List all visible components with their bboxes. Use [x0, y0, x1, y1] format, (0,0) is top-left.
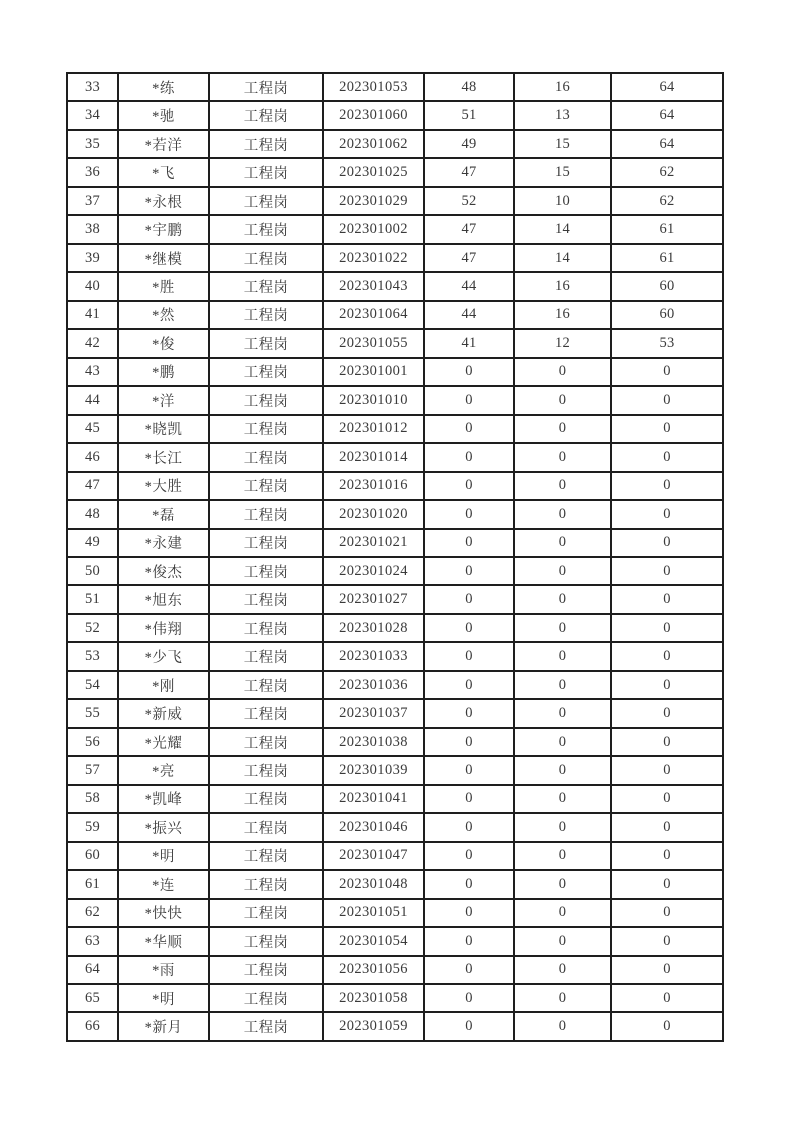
name-cell: *光耀: [118, 728, 209, 756]
score-1-cell: 0: [424, 984, 514, 1012]
score-1-cell: 0: [424, 927, 514, 955]
position-cell: 工程岗: [209, 386, 323, 414]
total-score-cell: 0: [611, 956, 723, 984]
exam-id-cell: 202301062: [323, 130, 424, 158]
table-row: [67, 927, 723, 955]
exam-id-cell: 202301016: [323, 472, 424, 500]
name-cell: *永根: [118, 187, 209, 215]
name-cell: *旭东: [118, 585, 209, 613]
row-number-cell: 42: [67, 329, 118, 357]
score-2-cell: 0: [514, 1012, 611, 1041]
total-score-cell: 61: [611, 215, 723, 243]
position-cell: 工程岗: [209, 272, 323, 300]
row-number-cell: 40: [67, 272, 118, 300]
position-cell: 工程岗: [209, 158, 323, 186]
score-1-cell: 44: [424, 272, 514, 300]
position-cell: 工程岗: [209, 842, 323, 870]
row-number-cell: 50: [67, 557, 118, 585]
exam-id-cell: 202301010: [323, 386, 424, 414]
name-cell: *晓凯: [118, 415, 209, 443]
name-cell: *快快: [118, 899, 209, 927]
total-score-cell: 0: [611, 443, 723, 471]
row-number-cell: 66: [67, 1012, 118, 1041]
score-2-cell: 0: [514, 927, 611, 955]
score-1-cell: 0: [424, 415, 514, 443]
exam-id-cell: 202301022: [323, 244, 424, 272]
exam-id-cell: 202301054: [323, 927, 424, 955]
row-number-cell: 64: [67, 956, 118, 984]
position-cell: 工程岗: [209, 614, 323, 642]
score-2-cell: 0: [514, 443, 611, 471]
score-2-cell: 0: [514, 386, 611, 414]
table-row: [67, 301, 723, 329]
position-cell: 工程岗: [209, 358, 323, 386]
row-number-cell: 61: [67, 870, 118, 898]
score-2-cell: 0: [514, 956, 611, 984]
score-1-cell: 0: [424, 899, 514, 927]
table-row: [67, 614, 723, 642]
table-row: [67, 642, 723, 670]
exam-id-cell: 202301028: [323, 614, 424, 642]
position-cell: 工程岗: [209, 500, 323, 528]
total-score-cell: 0: [611, 842, 723, 870]
score-1-cell: 47: [424, 215, 514, 243]
score-2-cell: 0: [514, 728, 611, 756]
exam-id-cell: 202301060: [323, 101, 424, 129]
total-score-cell: 60: [611, 272, 723, 300]
exam-id-cell: 202301002: [323, 215, 424, 243]
table-row: [67, 984, 723, 1012]
position-cell: 工程岗: [209, 443, 323, 471]
exam-id-cell: 202301024: [323, 557, 424, 585]
score-1-cell: 0: [424, 842, 514, 870]
total-score-cell: 0: [611, 899, 723, 927]
score-2-cell: 0: [514, 785, 611, 813]
score-1-cell: 0: [424, 614, 514, 642]
table-row: [67, 585, 723, 613]
exam-id-cell: 202301058: [323, 984, 424, 1012]
score-2-cell: 16: [514, 301, 611, 329]
position-cell: 工程岗: [209, 187, 323, 215]
table-row: [67, 443, 723, 471]
position-cell: 工程岗: [209, 1012, 323, 1041]
exam-id-cell: 202301021: [323, 529, 424, 557]
total-score-cell: 0: [611, 756, 723, 784]
name-cell: *刚: [118, 671, 209, 699]
exam-id-cell: 202301012: [323, 415, 424, 443]
score-1-cell: 0: [424, 728, 514, 756]
name-cell: *明: [118, 842, 209, 870]
position-cell: 工程岗: [209, 585, 323, 613]
table-row: [67, 785, 723, 813]
score-2-cell: 13: [514, 101, 611, 129]
table-row: [67, 130, 723, 158]
position-cell: 工程岗: [209, 529, 323, 557]
row-number-cell: 37: [67, 187, 118, 215]
row-number-cell: 55: [67, 699, 118, 727]
position-cell: 工程岗: [209, 756, 323, 784]
exam-id-cell: 202301029: [323, 187, 424, 215]
score-1-cell: 52: [424, 187, 514, 215]
position-cell: 工程岗: [209, 215, 323, 243]
table-row: [67, 386, 723, 414]
table-row: [67, 415, 723, 443]
score-2-cell: 0: [514, 642, 611, 670]
position-cell: 工程岗: [209, 244, 323, 272]
score-1-cell: 0: [424, 386, 514, 414]
row-number-cell: 43: [67, 358, 118, 386]
score-2-cell: 0: [514, 557, 611, 585]
total-score-cell: 0: [611, 671, 723, 699]
exam-id-cell: 202301036: [323, 671, 424, 699]
total-score-cell: 0: [611, 557, 723, 585]
position-cell: 工程岗: [209, 699, 323, 727]
score-2-cell: 0: [514, 358, 611, 386]
exam-id-cell: 202301020: [323, 500, 424, 528]
score-2-cell: 0: [514, 585, 611, 613]
total-score-cell: 0: [611, 614, 723, 642]
table-row: [67, 756, 723, 784]
score-1-cell: 0: [424, 642, 514, 670]
score-1-cell: 0: [424, 1012, 514, 1041]
score-1-cell: 41: [424, 329, 514, 357]
name-cell: *驰: [118, 101, 209, 129]
position-cell: 工程岗: [209, 130, 323, 158]
exam-id-cell: 202301064: [323, 301, 424, 329]
table-row: [67, 842, 723, 870]
position-cell: 工程岗: [209, 101, 323, 129]
row-number-cell: 46: [67, 443, 118, 471]
exam-id-cell: 202301037: [323, 699, 424, 727]
position-cell: 工程岗: [209, 813, 323, 841]
score-2-cell: 0: [514, 813, 611, 841]
row-number-cell: 65: [67, 984, 118, 1012]
table-row: [67, 158, 723, 186]
score-1-cell: 49: [424, 130, 514, 158]
name-cell: *新威: [118, 699, 209, 727]
total-score-cell: 0: [611, 785, 723, 813]
name-cell: *然: [118, 301, 209, 329]
score-1-cell: 0: [424, 813, 514, 841]
position-cell: 工程岗: [209, 301, 323, 329]
position-cell: 工程岗: [209, 927, 323, 955]
name-cell: *洋: [118, 386, 209, 414]
score-2-cell: 0: [514, 472, 611, 500]
row-number-cell: 56: [67, 728, 118, 756]
total-score-cell: 0: [611, 699, 723, 727]
score-2-cell: 14: [514, 244, 611, 272]
position-cell: 工程岗: [209, 671, 323, 699]
position-cell: 工程岗: [209, 642, 323, 670]
name-cell: *连: [118, 870, 209, 898]
score-1-cell: 51: [424, 101, 514, 129]
total-score-cell: 0: [611, 870, 723, 898]
score-1-cell: 0: [424, 699, 514, 727]
row-number-cell: 51: [67, 585, 118, 613]
row-number-cell: 44: [67, 386, 118, 414]
score-2-cell: 0: [514, 671, 611, 699]
table-row: [67, 813, 723, 841]
row-number-cell: 45: [67, 415, 118, 443]
exam-id-cell: 202301038: [323, 728, 424, 756]
name-cell: *大胜: [118, 472, 209, 500]
score-1-cell: 47: [424, 244, 514, 272]
total-score-cell: 0: [611, 927, 723, 955]
table-row: [67, 699, 723, 727]
name-cell: *鹏: [118, 358, 209, 386]
total-score-cell: 61: [611, 244, 723, 272]
total-score-cell: 53: [611, 329, 723, 357]
score-1-cell: 0: [424, 443, 514, 471]
total-score-cell: 0: [611, 984, 723, 1012]
score-2-cell: 0: [514, 899, 611, 927]
score-table: [66, 72, 724, 1042]
table-row: [67, 101, 723, 129]
position-cell: 工程岗: [209, 557, 323, 585]
table-row: [67, 557, 723, 585]
name-cell: *凯峰: [118, 785, 209, 813]
score-2-cell: 16: [514, 272, 611, 300]
name-cell: *振兴: [118, 813, 209, 841]
position-cell: 工程岗: [209, 472, 323, 500]
score-2-cell: 15: [514, 130, 611, 158]
score-1-cell: 0: [424, 472, 514, 500]
table-row: [67, 728, 723, 756]
score-2-cell: 0: [514, 614, 611, 642]
exam-id-cell: 202301039: [323, 756, 424, 784]
name-cell: *俊: [118, 329, 209, 357]
row-number-cell: 57: [67, 756, 118, 784]
row-number-cell: 62: [67, 899, 118, 927]
score-1-cell: 0: [424, 956, 514, 984]
total-score-cell: 0: [611, 642, 723, 670]
exam-id-cell: 202301033: [323, 642, 424, 670]
row-number-cell: 39: [67, 244, 118, 272]
name-cell: *磊: [118, 500, 209, 528]
total-score-cell: 0: [611, 1012, 723, 1041]
score-1-cell: 0: [424, 557, 514, 585]
position-cell: 工程岗: [209, 956, 323, 984]
name-cell: *新月: [118, 1012, 209, 1041]
table-row: [67, 358, 723, 386]
total-score-cell: 64: [611, 101, 723, 129]
table-row: [67, 1012, 723, 1041]
score-2-cell: 0: [514, 699, 611, 727]
name-cell: *胜: [118, 272, 209, 300]
score-table-body: [67, 73, 723, 1041]
total-score-cell: 0: [611, 728, 723, 756]
score-2-cell: 12: [514, 329, 611, 357]
name-cell: *永建: [118, 529, 209, 557]
score-1-cell: 0: [424, 529, 514, 557]
score-1-cell: 0: [424, 500, 514, 528]
total-score-cell: 0: [611, 529, 723, 557]
row-number-cell: 41: [67, 301, 118, 329]
row-number-cell: 59: [67, 813, 118, 841]
total-score-cell: 0: [611, 472, 723, 500]
table-row: [67, 244, 723, 272]
row-number-cell: 53: [67, 642, 118, 670]
total-score-cell: 64: [611, 130, 723, 158]
position-cell: 工程岗: [209, 73, 323, 101]
exam-id-cell: 202301027: [323, 585, 424, 613]
name-cell: *长江: [118, 443, 209, 471]
position-cell: 工程岗: [209, 899, 323, 927]
name-cell: *华顺: [118, 927, 209, 955]
exam-id-cell: 202301048: [323, 870, 424, 898]
name-cell: *宇鹏: [118, 215, 209, 243]
table-row: [67, 73, 723, 101]
table-row: [67, 472, 723, 500]
position-cell: 工程岗: [209, 329, 323, 357]
table-row: [67, 899, 723, 927]
table-row: [67, 272, 723, 300]
score-1-cell: 0: [424, 671, 514, 699]
score-2-cell: 0: [514, 500, 611, 528]
row-number-cell: 58: [67, 785, 118, 813]
total-score-cell: 0: [611, 358, 723, 386]
name-cell: *亮: [118, 756, 209, 784]
position-cell: 工程岗: [209, 785, 323, 813]
table-row: [67, 529, 723, 557]
score-1-cell: 0: [424, 756, 514, 784]
name-cell: *少飞: [118, 642, 209, 670]
name-cell: *明: [118, 984, 209, 1012]
total-score-cell: 0: [611, 415, 723, 443]
position-cell: 工程岗: [209, 870, 323, 898]
score-2-cell: 16: [514, 73, 611, 101]
row-number-cell: 54: [67, 671, 118, 699]
row-number-cell: 63: [67, 927, 118, 955]
score-2-cell: 0: [514, 984, 611, 1012]
score-1-cell: 48: [424, 73, 514, 101]
total-score-cell: 0: [611, 813, 723, 841]
score-2-cell: 0: [514, 529, 611, 557]
total-score-cell: 0: [611, 585, 723, 613]
exam-id-cell: 202301059: [323, 1012, 424, 1041]
exam-id-cell: 202301001: [323, 358, 424, 386]
table-row: [67, 671, 723, 699]
table-row: [67, 215, 723, 243]
score-1-cell: 0: [424, 785, 514, 813]
row-number-cell: 33: [67, 73, 118, 101]
exam-id-cell: 202301014: [323, 443, 424, 471]
name-cell: *继模: [118, 244, 209, 272]
exam-id-cell: 202301025: [323, 158, 424, 186]
score-2-cell: 15: [514, 158, 611, 186]
name-cell: *飞: [118, 158, 209, 186]
exam-id-cell: 202301055: [323, 329, 424, 357]
total-score-cell: 64: [611, 73, 723, 101]
position-cell: 工程岗: [209, 984, 323, 1012]
position-cell: 工程岗: [209, 415, 323, 443]
name-cell: *若洋: [118, 130, 209, 158]
table-row: [67, 329, 723, 357]
exam-id-cell: 202301047: [323, 842, 424, 870]
exam-id-cell: 202301046: [323, 813, 424, 841]
score-2-cell: 0: [514, 415, 611, 443]
score-1-cell: 0: [424, 585, 514, 613]
score-1-cell: 0: [424, 870, 514, 898]
exam-id-cell: 202301056: [323, 956, 424, 984]
table-row: [67, 956, 723, 984]
row-number-cell: 48: [67, 500, 118, 528]
row-number-cell: 36: [67, 158, 118, 186]
total-score-cell: 62: [611, 158, 723, 186]
score-2-cell: 10: [514, 187, 611, 215]
total-score-cell: 0: [611, 386, 723, 414]
row-number-cell: 52: [67, 614, 118, 642]
row-number-cell: 49: [67, 529, 118, 557]
row-number-cell: 47: [67, 472, 118, 500]
exam-id-cell: 202301053: [323, 73, 424, 101]
table-row: [67, 187, 723, 215]
score-2-cell: 0: [514, 870, 611, 898]
total-score-cell: 62: [611, 187, 723, 215]
name-cell: *伟翔: [118, 614, 209, 642]
total-score-cell: 60: [611, 301, 723, 329]
row-number-cell: 34: [67, 101, 118, 129]
score-2-cell: 0: [514, 756, 611, 784]
exam-id-cell: 202301043: [323, 272, 424, 300]
table-row: [67, 500, 723, 528]
position-cell: 工程岗: [209, 728, 323, 756]
table-row: [67, 870, 723, 898]
score-1-cell: 0: [424, 358, 514, 386]
exam-id-cell: 202301041: [323, 785, 424, 813]
score-2-cell: 0: [514, 842, 611, 870]
score-1-cell: 44: [424, 301, 514, 329]
row-number-cell: 38: [67, 215, 118, 243]
row-number-cell: 35: [67, 130, 118, 158]
row-number-cell: 60: [67, 842, 118, 870]
total-score-cell: 0: [611, 500, 723, 528]
name-cell: *雨: [118, 956, 209, 984]
score-2-cell: 14: [514, 215, 611, 243]
name-cell: *俊杰: [118, 557, 209, 585]
exam-id-cell: 202301051: [323, 899, 424, 927]
score-1-cell: 47: [424, 158, 514, 186]
name-cell: *练: [118, 73, 209, 101]
